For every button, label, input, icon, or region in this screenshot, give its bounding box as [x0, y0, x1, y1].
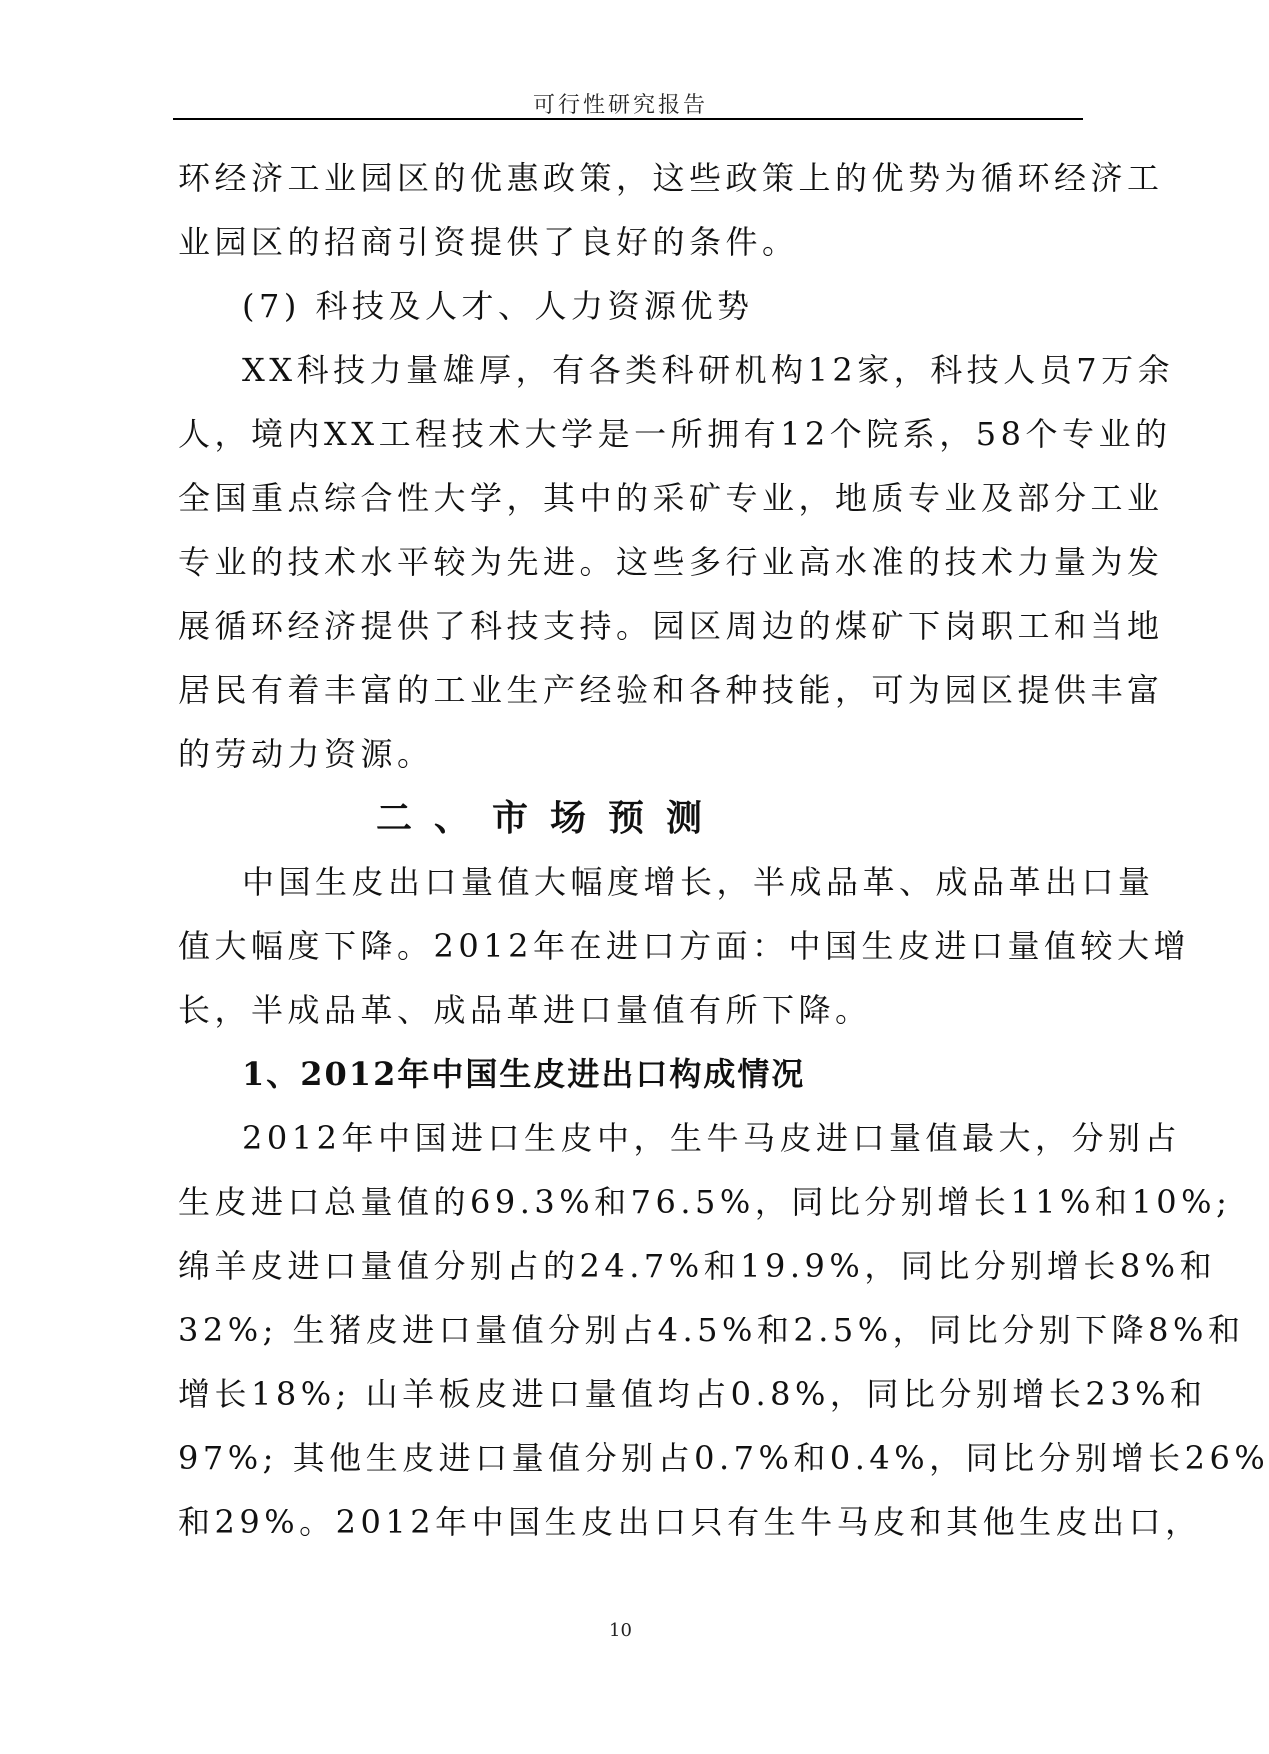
text-line: 32%; 生猪皮进口量值分别占4.5%和2.5%，同比分别下降8%和: [178, 1311, 1245, 1349]
header-rule: [173, 118, 1083, 120]
text-line: 2012年中国进口生皮中，生牛马皮进口量值最大，分别占: [242, 1119, 1181, 1157]
text-line: 展循环经济提供了科技支持。园区周边的煤矿下岗职工和当地: [178, 607, 1164, 645]
text-line: 和29%。2012年中国生皮出口只有生牛马皮和其他生皮出口，: [178, 1503, 1202, 1541]
page-number: 10: [609, 1620, 632, 1641]
subsection-heading: 1、2012年中国生皮进出口构成情况: [242, 1055, 806, 1093]
running-header: 可行性研究报告: [532, 93, 708, 118]
text-line: 专业的技术水平较为先进。这些多行业高水准的技术力量为发: [178, 543, 1164, 581]
text-line: 97%; 其他生皮进口量值分别占0.7%和0.4%，同比分别增长26%: [178, 1439, 1269, 1477]
text-line: 人，境内XX工程技术大学是一所拥有12个院系，58个专业的: [178, 415, 1172, 453]
text-line: XX科技力量雄厚，有各类科研机构12家，科技人员7万余: [242, 351, 1175, 389]
text-line: 值大幅度下降。2012年在进口方面：中国生皮进口量值较大增: [178, 927, 1190, 965]
text-line: 长，半成品革、成品革进口量值有所下降。: [178, 991, 872, 1029]
document-body: [178, 146, 1269, 1554]
text-line: 居民有着丰富的工业生产经验和各种技能，可为园区提供丰富: [178, 671, 1164, 709]
text-line: 中国生皮出口量值大幅度增长，半成品革、成品革出口量: [242, 863, 1155, 901]
text-line: 的劳动力资源。: [178, 735, 434, 773]
text-line: 增长18%; 山羊板皮进口量值均占0.8%，同比分别增长23%和: [178, 1375, 1207, 1413]
text-line: 业园区的招商引资提供了良好的条件。: [178, 223, 799, 261]
text-line: 环经济工业园区的优惠政策，这些政策上的优势为循环经济工: [178, 159, 1164, 197]
item-heading: (7) 科技及人才、人力资源优势: [242, 287, 754, 325]
text-line: 生皮进口总量值的69.3%和76.5%，同比分别增长11%和10%;: [178, 1183, 1232, 1221]
text-line: 全国重点综合性大学，其中的采矿专业，地质专业及部分工业: [178, 479, 1164, 517]
text-line: 绵羊皮进口量值分别占的24.7%和19.9%，同比分别增长8%和: [178, 1247, 1217, 1285]
section-heading: 二、市场预测: [376, 797, 725, 839]
